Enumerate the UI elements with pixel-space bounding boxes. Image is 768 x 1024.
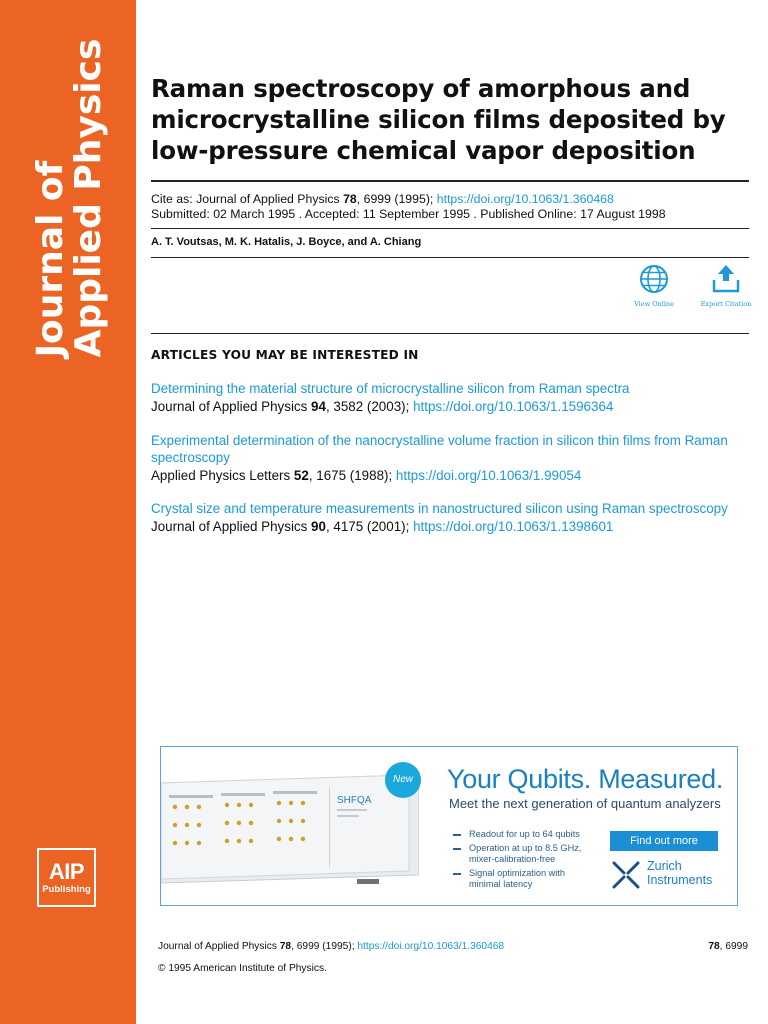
ref-volume: 90: [311, 519, 326, 534]
logo-sub-text: Publishing: [42, 884, 91, 895]
find-out-more-button[interactable]: Find out more: [610, 831, 718, 851]
footer-volume: 78: [279, 941, 292, 952]
aip-publishing-logo[interactable]: [37, 848, 96, 907]
related-article-reference: [151, 398, 751, 415]
export-citation-label: Export Citation: [700, 300, 752, 308]
advertisement-banner[interactable]: [160, 746, 738, 906]
ad-headline: Your Qubits. Measured.: [447, 764, 724, 794]
footer-page-volume: 78: [708, 941, 720, 952]
zurich-instruments-mark-icon: [611, 860, 641, 890]
journal-name-line2: Applied Physics: [68, 38, 109, 358]
citation-line: [151, 191, 614, 207]
ad-feature-item: Readout for up to 64 qubits: [453, 829, 593, 840]
export-citation-button[interactable]: [700, 264, 752, 308]
ref-volume: 52: [293, 468, 309, 483]
footer-doi-link[interactable]: https://doi.org/10.1063/1.360468: [357, 941, 505, 952]
related-article-title-link[interactable]: Experimental determination of the nanocrystalline volume fraction in silicon thin films from Raman spectroscopy: [151, 433, 728, 465]
dates-divider: [151, 228, 749, 229]
new-badge: New: [385, 762, 421, 798]
globe-icon: [639, 264, 669, 294]
ref-journal: Journal of Applied Physics: [151, 399, 312, 414]
tools-divider: [151, 333, 749, 334]
footer-page-value: , 6999: [719, 941, 748, 952]
ref-doi-link[interactable]: https://doi.org/10.1063/1.1596364: [413, 399, 614, 414]
title-divider: [151, 180, 749, 182]
journal-name: [32, 39, 108, 358]
cite-rest: , 6999 (1995);: [356, 192, 437, 206]
related-article-reference: [151, 518, 751, 535]
related-article-title-link[interactable]: Crystal size and temperature measurements in nanostructured silicon using Raman spectroscopy: [151, 501, 728, 516]
ad-feature-item: Signal optimization with minimal latency: [453, 868, 593, 890]
footer-journal: Journal of Applied Physics: [158, 941, 280, 952]
cite-prefix: Cite as: Journal of Applied Physics: [151, 192, 344, 206]
related-article: [151, 432, 751, 484]
journal-name-line1: Journal of: [30, 160, 71, 358]
ad-feature-item: Operation at up to 8.5 GHz, mixer-calibration-free: [453, 843, 593, 865]
footer-citation: [158, 941, 504, 952]
ref-volume: 94: [311, 399, 326, 414]
ref-journal: Applied Physics Letters: [151, 468, 294, 483]
ref-rest: , 3582 (2003);: [325, 399, 414, 414]
view-online-button[interactable]: [630, 264, 678, 308]
journal-sidebar: [0, 0, 136, 1024]
zurich-instruments-wordmark: [647, 859, 712, 887]
device-label: SHFQA: [337, 795, 372, 806]
related-article: [151, 380, 751, 415]
brand-line2: Instruments: [647, 873, 713, 887]
ref-rest: , 4175 (2001);: [325, 519, 414, 534]
copyright-notice: © 1995 American Institute of Physics.: [158, 963, 327, 974]
ref-journal: Journal of Applied Physics: [151, 519, 312, 534]
related-articles-heading: ARTICLES YOU MAY BE INTERESTED IN: [151, 348, 419, 362]
brand-line1: Zurich: [647, 859, 682, 873]
logo-main-text: AIP: [48, 859, 85, 884]
author-list: A. T. Voutsas, M. K. Hatalis, J. Boyce, and A. Chiang: [151, 236, 422, 248]
ad-feature-list: [453, 829, 593, 893]
export-icon: [710, 264, 742, 294]
footer-page-number: [708, 941, 748, 952]
related-article: [151, 500, 751, 535]
zurich-instruments-logo: [609, 858, 738, 892]
related-article-title-link[interactable]: Determining the material structure of microcrystalline silicon from Raman spectra: [151, 381, 630, 396]
cite-volume: 78: [343, 192, 357, 206]
quantum-analyzer-device-image: [161, 775, 419, 885]
article-title: Raman spectroscopy of amorphous and microcrystalline silicon films deposited by low-pressure chemical vapor deposition: [151, 74, 726, 165]
ad-subheadline: Meet the next generation of quantum analyzers: [449, 796, 721, 811]
ref-rest: , 1675 (1988);: [308, 468, 396, 483]
cite-doi-link[interactable]: https://doi.org/10.1063/1.360468: [436, 192, 614, 206]
related-article-reference: [151, 467, 751, 484]
view-online-label: View Online: [634, 300, 674, 308]
publication-dates: Submitted: 02 March 1995 . Accepted: 11 September 1995 . Published Online: 17 August 1998: [151, 207, 666, 221]
footer-rest: , 6999 (1995);: [291, 941, 358, 952]
authors-divider: [151, 257, 749, 258]
ref-doi-link[interactable]: https://doi.org/10.1063/1.1398601: [413, 519, 614, 534]
ref-doi-link[interactable]: https://doi.org/10.1063/1.99054: [395, 468, 582, 483]
